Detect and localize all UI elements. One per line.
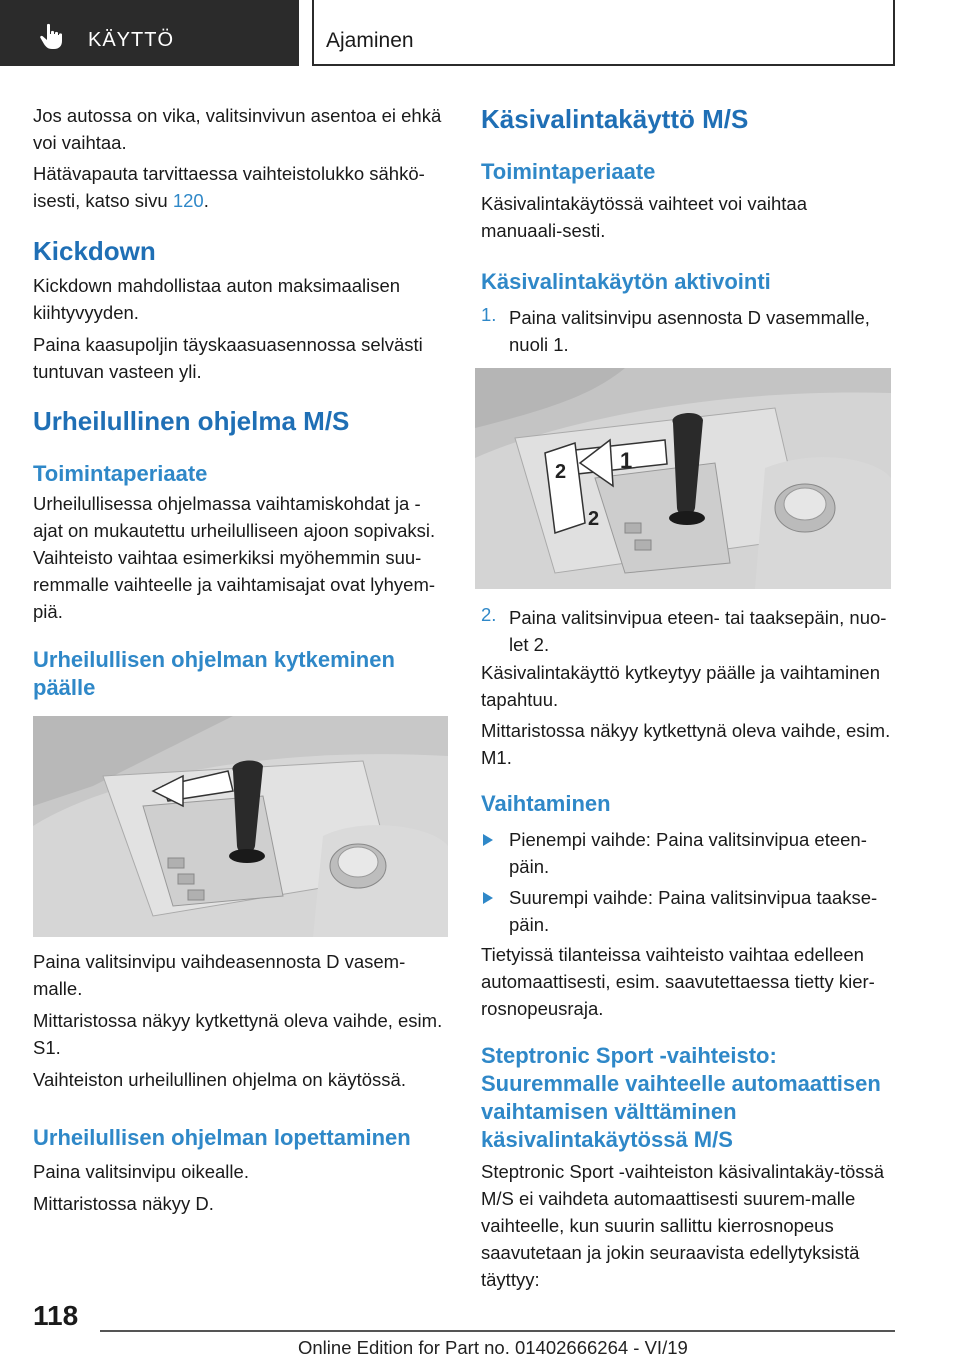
figure-label-2a: 2 [555,461,567,483]
manual-mode-illustration [475,368,891,589]
bullet-text: Suurempi vaihde: Paina valitsinvipua taakse-päin. [509,887,878,935]
figure-label-2b: 2 [588,508,600,530]
gear-selector-illustration [33,716,448,937]
paragraph: Paina kaasupoljin täyskaasuasennossa selvästi tuntuvan vasteen yli. [33,334,423,382]
paragraph: Mittaristossa näkyy D. [33,1193,214,1214]
subheading-sport-on: Urheilullisen ohjelman kytkeminen päälle [33,647,395,700]
paragraph [33,160,449,214]
heading-kickdown: Kickdown [33,236,156,266]
paragraph: Käsivalintakäyttö kytkeytyy päälle ja vaihtaminen tapahtuu. [481,662,880,710]
section-tab [0,0,299,66]
paragraph: Jos autossa on vika, valitsinvivun asentoa ei ehkä voi vaihtaa. [33,105,442,153]
paragraph: Vaihteiston urheilullinen ohjelma on käytössä. [33,1069,406,1090]
gear-selector-figure [33,716,448,937]
chapter-tab [312,0,895,66]
figure-label-1: 1 [620,448,633,473]
footer-divider [100,1330,895,1332]
subheading-activate: Käsivalintakäytön aktivointi [481,269,771,294]
paragraph: Tietyissä tilanteissa vaihteisto vaihtaa edelleen automaattisesti, esim. saavutettaessa tietty kier-rosnopeusraja. [481,944,875,1019]
paragraph: Kickdown mahdollistaa auton maksimaalisen kiihtyvyyden. [33,275,401,323]
bullet-triangle-icon [483,834,493,846]
subheading-principle: Toimintaperiaate [481,159,656,184]
paragraph-text: Hätävapauta tarvittaessa vaihteistolukko sähkö-isesti, katso sivu [33,163,425,211]
subheading-sport-off: Urheilullisen ohjelman lopettaminen [33,1125,411,1150]
manual-mode-figure [475,368,891,589]
step-text: Paina valitsinvipu asennosta D vasemmalle, nuoli 1. [509,307,870,355]
paragraph: Steptronic Sport -vaihteiston käsivalintakäy-tössä M/S ei vaihdeta automaattisesti suurem-malle vaihteelle, kun suurin sallittu kierrosnopeus saavutetaan ja jokin seuraavista edellytyksistä täyttyy: [481,1161,885,1290]
subheading-principle: Toimintaperiaate [33,461,208,486]
page-link[interactable]: 120 [172,190,204,211]
subheading-steptronic: Steptronic Sport -vaihteisto: Suuremmalle vaihteelle automaattisen vaihtamisen välttäminen käsivalintakäytössä M/S [481,1043,881,1152]
paragraph: Mittaristossa näkyy kytkettynä oleva vaihde, esim. S1. [33,1010,443,1058]
footer-edition: Online Edition for Part no. 01402666264 - VI/19 [298,1337,688,1358]
bullet-text: Pienempi vaihde: Paina valitsinvipua eteen-päin. [509,829,867,877]
step-number: 1. [481,304,497,325]
heading-manual: Käsivalintakäyttö M/S [481,104,749,134]
hand-pointer-icon [38,22,66,50]
paragraph: Urheilullisessa ohjelmassa vaihtamiskohdat ja -ajat on mukautettu urheilulliseen ajoon sopivaksi. Vaihteisto vaihtaa esimerkiksi myöhemmin suu-remmalle vaihteelle ja vaihtamisajat ovat lyhyem-piä. [33,493,436,622]
paragraph: Paina valitsinvipu vaihdeasennosta D vasem-malle. [33,951,406,999]
paragraph-text: . [203,190,209,211]
chapter-tab-label: Ajaminen [326,29,414,52]
step-number: 2. [481,604,497,625]
page-number: 118 [33,1300,79,1331]
subheading-shifting: Vaihtaminen [481,791,611,816]
paragraph: Käsivalintakäytössä vaihteet voi vaihtaa manuaali-sesti. [481,193,807,241]
heading-sport: Urheilullinen ohjelma M/S [33,406,350,436]
section-tab-label: KÄYTTÖ [88,29,175,51]
paragraph: Mittaristossa näkyy kytkettynä oleva vaihde, esim. M1. [481,720,891,768]
step-text: Paina valitsinvipua eteen- tai taaksepäin, nuo-let 2. [509,607,887,655]
bullet-triangle-icon [483,892,493,904]
paragraph: Paina valitsinvipu oikealle. [33,1161,249,1182]
